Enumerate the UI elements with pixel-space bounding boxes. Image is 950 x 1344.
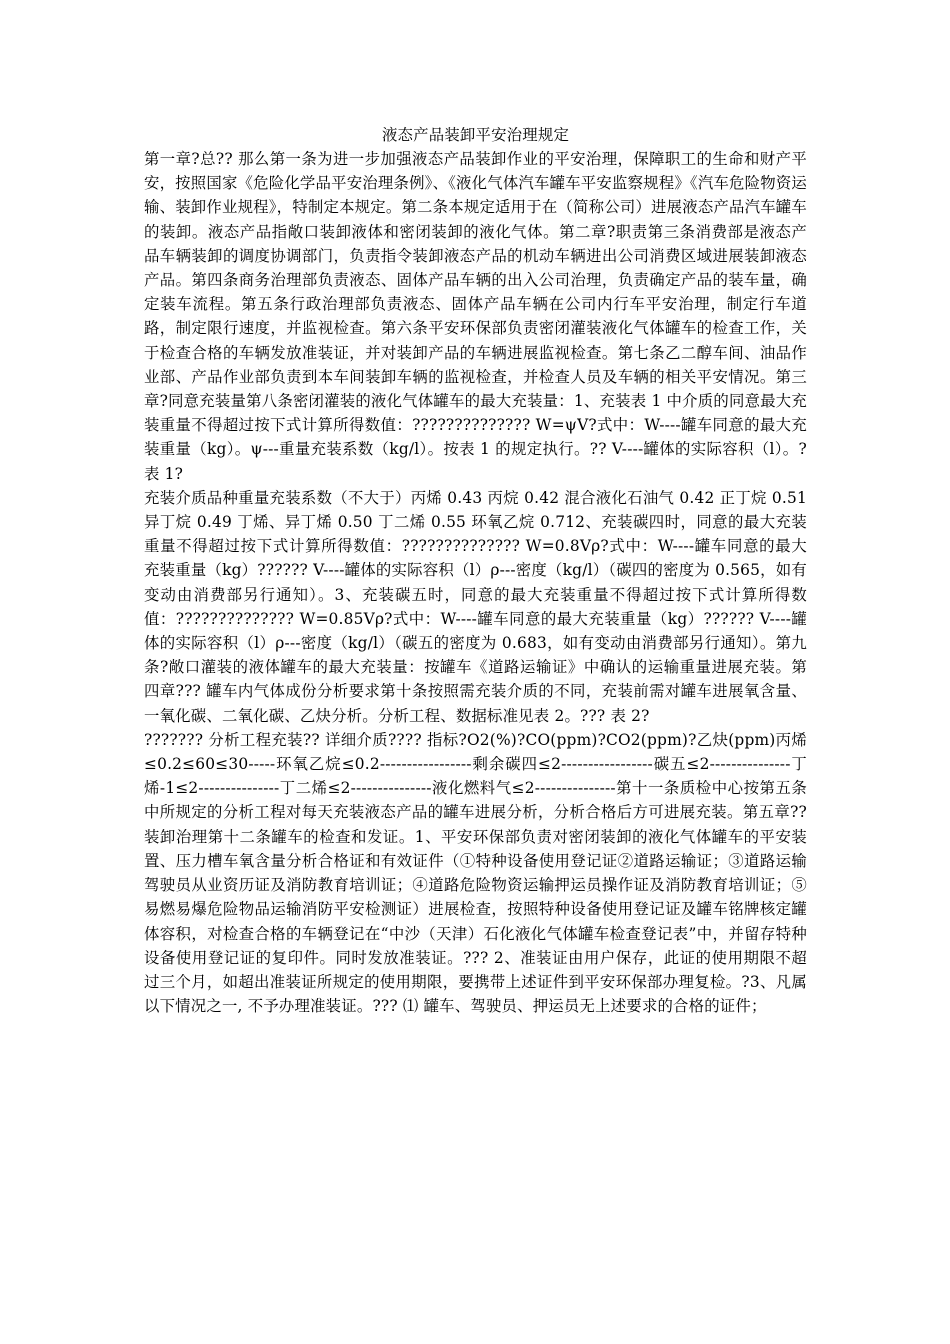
paragraph-2: 充装介质品种重量充装系数（不大于）丙烯 0.43 丙烷 0.42 混合液化石油气 0.42 正丁烷 0.51 异丁烷 0.49 丁烯、异丁烯 0.50 丁二烯 0.55 环氧乙烷 0.712、充装碳四时，同意的最大充装重量不得超过按下式计算所得数值：?????????????? W=0.8Vρ?式中：W----罐车同意的最大充装重量（kg）?????? V----罐体的实际容积（l）ρ---密度（kg/l）（碳四的密度为 0.565，如有变动由消费部另行通知）。3、充装碳五时，同意的最大充装重量不得超过按下式计算所得数值：?????????????? W=0.85Vρ?式中：W----罐车同意的最大充装重量（kg）?????? V----罐体的实际容积（l）ρ---密度（kg/l）（碳五的密度为 0.683，如有变动由消费部另行通知）。第九条?敞口灌装的液体罐车的最大充装量：按罐车《道路运输证》中确认的运输重量进展充装。第四章??? 罐车内气体成份分析要求第十条按照需充装介质的不同，充装前需对罐车进展氧含量、一氧化碳、二氧化碳、乙炔分析。分析工程、数据标准见表 2。??? 表 2?: [144, 488, 807, 725]
document-body: [144, 123, 807, 1018]
paragraph-1: 第一章?总?? 那么第一条为进一步加强液态产品装卸作业的平安治理，保障职工的生命和财产平安，按照国家《危险化学品平安治理条例》、《液化气体汽车罐车平安监察规程》《汽车危险物资运输、装卸作业规程》，特制定本规定。第二条本规定适用于在（简称公司）进展液态产品汽车罐车的装卸。液态产品指敞口装卸液体和密闭装卸的液化气体。第二章?职责第三条消费部是液态产品车辆装卸的调度协调部门，负责指令装卸液态产品的机动车辆进出公司消费区域进展装卸液态产品。第四条商务治理部负责液态、固体产品车辆的出入公司治理，负责确定产品的装车量，确定装车流程。第五条行政治理部负责液态、固体产品车辆在公司内行车平安治理，制定行车道路，制定限行速度，并监视检查。第六条平安环保部负责密闭灌装液化气体罐车的检查工作，关于检查合格的车辆发放准装证，并对装卸产品的车辆进展监视检查。第七条乙二醇车间、油品作业部、产品作业部负责到本车间装卸车辆的监视检查，并检查人员及车辆的相关平安情况。第三章?同意充装量第八条密闭灌装的液化气体罐车的最大充装量：1、充装表 1 中介质的同意最大充装重量不得超过按下式计算所得数值：?????????????? W=ψV?式中：W----罐车同意的最大充装重量（kg）。ψ---重量充装系数（kg/l）。按表 1 的规定执行。?? V----罐体的实际容积（l）。?表 1?: [144, 150, 807, 483]
document-title: 液态产品装卸平安治理规定: [381, 126, 570, 144]
paragraph-3: ??????? 分析工程充装?? 详细介质???? 指标?O2(%)?CO(ppm)?CO2(ppm)?乙炔(ppm)丙烯≤0.2≤60≤30-----环氧乙烷≤0.2-----------------剩余碳四≤2-----------------碳五≤2---------------丁烯-1≤2---------------丁二烯≤2---------------液化燃料气≤2---------------第十一条质检中心按第五条中所规定的分析工程对每天充装液态产品的罐车进展分析，分析合格后方可进展充装。第五章?? 装卸治理第十二条罐车的检查和发证。1、平安环保部负责对密闭装卸的液化气体罐车的平安装置、压力槽车氧含量分析合格证和有效证件（①特种设备使用登记证②道路运输证；③道路运输驾驶员从业资历证及消防教育培训证；④道路危险物资运输押运员操作证及消防教育培训证；⑤易燃易爆危险物品运输消防平安检测证）进展检查，按照特种设备使用登记证及罐车铭牌核定罐体容积，对检查合格的车辆登记在“中沙（天津）石化液化气体罐车检查登记表”中，并留存特种设备使用登记证的复印件。同时发放准装证。??? 2、准装证由用户保存，此证的使用期限不超过三个月，如超出准装证所规定的使用期限，要携带上述证件到平安环保部办理复检。?3、凡属以下情况之一, 不予办理准装证。??? ⑴ 罐车、驾驶员、押运员无上述要求的合格的证件；: [144, 730, 807, 1016]
